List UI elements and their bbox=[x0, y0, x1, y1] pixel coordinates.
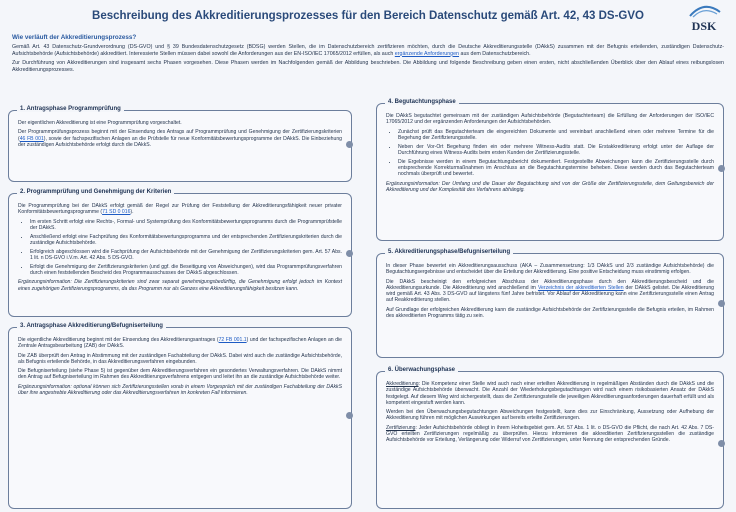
section-4: 4. Begutachtungsphase Die DAkkS begutachtet gemeinsam mit der zuständigen Aufsichtsbehörde (Begutachterteam) die Erfüllung der Anforderungen der ISO/IEC 17065/2012 und der ergänzenden Anforderungen der Aufsichtsbehörden. • Zunächst prüft das Begutachterteam die eingereichten Dokumente und vereinbart anschließend einen oder mehrere Termine für die Begehung der Zertifizierungsstelle. • Neben der Vor-Ort Begehung finden ein oder mehrere Witness-Audits statt. Die Erstakkreditierung erfolgt unter der Auflage der Durchführung eines Witness-Audits beim ersten Kunden der Zertifizierungsstelle. • Die Ergebnisse werden in einem Begutachtungsbericht dokumentiert. Festgestellte Abweichungen kann die Zertifizierungsstelle durch entsprechende Korrekturmaßnahmen im Anschluss an die Begutachtungstermine beheben. Diese werden durch das Begutachterteam nochmals überprüft und bewertet. Ergänzungsinformation: Der Umfang und die Dauer der Begutachtung sind von der Größe der Zertifizierungsstelle, dem Geltungsbereich der Akkreditierung und der Komplexität des Verfahrens abhängig. bbox=[376, 103, 724, 241]
dsk-logo bbox=[682, 2, 726, 36]
section-5: 5. Akkreditierungsphase/Befugniserteilung In dieser Phase bewertet ein Akkreditierungsausschuss (AKA – Zusammensetzung: 1/3 DAkkS und 2/3 zuständige Aufsichtsbehörde) die Begutachtungsergebnisse und entscheidet über die Erteilung der Akkreditierung. Eine positive Entscheidung muss einstimmig erfolgen. Die DAkkS bescheinigt den erfolgreichen Abschluss der Akkreditierungsphase durch den Akkreditierungsbescheid und die Akkreditierungsurkunde. Die Akkreditierung wird anschließend im Verzeichnis der akkreditierten Stellen der DAkkS gelistet. Die Akkreditierung wird gemäß Art. 43 Abs. 3 DS-GVO auf längstens fünf Jahre befristet. Vor Ablauf der Akkreditierung kann eine Zertifizierungsstelle einen Antrag auf Reakkreditierung stellen. Auf Grundlage der erfolgreichen Akkreditierung kann die zuständige Aufsichtsbehörde der Zertifizierungsstelle die Befugnis erteilen, im Rahmen des akkreditierten Programms tätig zu sein. bbox=[376, 253, 724, 358]
section-3: 3. Antragsphase Akkreditierung/Befugniserteilung Die eigentliche Akkreditierung beginnt mit der Einsendung des Akkreditierungsantrages (72 FB 001.1) und der fachspezifischen Anlagen an die Zentrale Antragsbearbeitung (ZAB) der DAkkS. Die ZAB überprüft den Antrag in Abstimmung mit der zuständigen Fachabteilung der DAkkS. Dabei wird auch die zuständige Aufsichtsbehörde, als Befugnis erteilende Behörde, in das Akkreditierungsverfahren eingebunden. Die Befugniserteilung (siehe Phase 5) ist gegenüber dem Akkreditierungsverfahren ein gesondertes Verwaltungsverfahren. Die DAkkS nimmt den Antrag auf Befugniserteilung im Rahmen des Akkreditierungsverfahrens entgegen und leitet ihn an die zuständige Aufsichtsbehörde weiter. Ergänzungsinformation: optional können sich Zertifizierungsstellen vorab in einem Vorgespräch mit der zuständigen Fachabteilung der DAkkS über ihre angestrebte Akkreditierung oder das Akkreditierungsverfahren im konkreten Fall informieren. bbox=[8, 327, 352, 509]
flow-dot bbox=[346, 250, 353, 257]
list-item: • Die Ergebnisse werden in einem Begutachtungsbericht dokumentiert. Festgestellte Abweichungen kann die Zertifizierungsstelle durch entsprechende Korrekturmaßnahmen im Anschluss an die Begutachtungstermine beheben. Diese werden durch das Begutachterteam nochmals überprüft und bewertet. bbox=[398, 159, 714, 178]
link-ergaenzende-anforderungen[interactable]: ergänzende Anforderungen bbox=[394, 50, 460, 57]
flow-dot bbox=[718, 300, 725, 307]
link-72-fb-001-1[interactable]: 72 FB 001.1 bbox=[218, 337, 247, 343]
link-46-fb-001[interactable]: 46 FB 001 bbox=[19, 135, 44, 142]
section-1: 1. Antragsphase Programmprüfung Der eigentlichen Akkreditierung ist eine Programmprüfung vorgeschaltet. Der Programmprüfungsprozess beginnt mit der Einsendung des Antrags auf Programmprüfung und Genehmigung der Zertifizierungskriterien (46 FB 001), sowie der fachspezifischen Anlagen an die Prüfstelle für neue Konformitätsbewertungsprogramme der DAkkS. Die Einbeziehung der zuständigen Aufsichtsbehörde erfolgt durch die DAkkS. bbox=[8, 110, 352, 182]
section-6: 6. Überwachungsphase Akkreditierung: Die Kompetenz einer Stelle wird auch nach einer erteilten Akkreditierung in regelmäßigen Abständen durch die DAkkS und die zuständige Aufsichtsbehörde überwacht. Die Anzahl der Wiederholungsbegutachtungen wird nach einem risikobasierten Ansatz der DAkkS festgelegt. Auf diesem Weg wird sichergestellt, dass die Zertifizierungsstelle die jeweiligen Akkreditierungsanforderungen dauerhaft erfüllt und als kompetent eingestuft werden kann. Werden bei den Überwachungsbegutachtungen Abweichungen festgestellt, kann dies zur Einschränkung, Aussetzung oder Aufhebung der Akkreditierung führen mit möglichen Auswirkungen auf bereits erteilte Zertifizierungen. Zertifizierung: Jeder Aufsichtsbehörde obliegt in ihrem Hoheitsgebiet gem. Art. 57 Abs. 1 lit. o DS-GVO die Pflicht, die nach Art. 42 Abs. 7 DS-GVO erteilten Zertifizierungen regelmäßig zu überprüfen. Hierzu informieren die akkreditierten Zertifizierungsstellen die zuständige Aufsichtsbehörde vor Erteilung, Verlängerung oder Widerruf von Zertifizierungen, unter Nennung der entsprechenden Gründe. bbox=[376, 371, 724, 509]
flow-dot bbox=[718, 165, 725, 172]
list-item: • Im ersten Schritt erfolgt eine Rechts-, Formal- und Systemprüfung des Konformitätsbewertungsprogramms durch die Programmprüfstelle der DAkkS. bbox=[30, 219, 342, 232]
link-71-sd-0-016[interactable]: 71 SD 0 016 bbox=[102, 209, 131, 216]
intro-question: Wie verläuft der Akkreditierungsprozess? bbox=[12, 34, 137, 41]
list-item: • Neben der Vor-Ort Begehung finden ein oder mehrere Witness-Audits statt. Die Erstakkreditierung erfolgt unter der Auflage der Durchführung eines Witness-Audits beim ersten Kunden der Zertifizierungsstelle. bbox=[398, 144, 714, 157]
page-title: Beschreibung des Akkreditierungsprozesses für den Bereich Datenschutz gemäß Art. 42, 43 DS-GVO bbox=[92, 10, 644, 22]
intro-text: Gemäß Art. 43 Datenschutz-Grundverordnung (DS-GVO) und § 39 Bundesdatenschutzgesetz (BDSG) werden Stellen, die im Datenschutzbereich zertifizieren möchten, durch die Deutsche Akkreditierungsstelle (DAkkS) zusammen mit der Befugnis erteilenden, zuständigen Datenschutz-Aufsichtsbehörde (Aufsichtsbehörde) akkreditiert. Interessierte Stellen müssen dabei sowohl die Anforderungen aus der EN-ISO/IEC 17065/2012 erfüllen, als auch ergänzende Anforderungen aus dem Datenschutzbereich. Zur Durchführung von Akkreditierungen sind insgesamt sechs Phasen vorgesehen. Diese Phasen werden im Nachfolgenden gemäß der Abbildung beschrieben. Die Abbildung und folgende Beschreibung geben einen ersten, nicht abschließenden Überblick über den Ablauf eines reibungslosen Akkreditierungsprozesses. bbox=[12, 44, 724, 73]
section-6-heading: 6. Überwachungsphase bbox=[385, 367, 458, 373]
flow-dot bbox=[346, 412, 353, 419]
list-item: • Anschließend erfolgt eine Fachprüfung des Konformitätsbewertungsprogramms und der entsprechenden Zertifizierungskriterien durch die zuständige Aufsichtsbehörde. bbox=[30, 234, 342, 247]
list-item: • Zunächst prüft das Begutachterteam die eingereichten Dokumente und vereinbart anschließend einen oder mehrere Termine für die Begehung der Zertifizierungsstelle. bbox=[398, 129, 714, 142]
section-5-heading: 5. Akkreditierungsphase/Befugniserteilung bbox=[385, 249, 513, 255]
section-1-heading: 1. Antragsphase Programmprüfung bbox=[17, 106, 124, 112]
section-3-heading: 3. Antragsphase Akkreditierung/Befugniserteilung bbox=[17, 323, 166, 329]
section-2-heading: 2. Programmprüfung und Genehmigung der Kriterien bbox=[17, 189, 174, 195]
flow-dot bbox=[346, 141, 353, 148]
list-item: • Erfolgt die Genehmigung der Zertifizierungskriterien (und ggf. die Beseitigung von Abweichungen), wird das Programmprüfungsverfahren durch einen feststellenden Bescheid des Programmausschusses der DAkkS abgeschlossen. bbox=[30, 264, 342, 277]
link-verzeichnis-akkreditierte-stellen[interactable]: Verzeichnis der akkreditierten Stellen bbox=[537, 284, 624, 291]
svg-text:DSK: DSK bbox=[691, 19, 717, 33]
section-2: 2. Programmprüfung und Genehmigung der Kriterien Die Programmprüfung bei der DAkkS erfolgt gemäß der Regel zur Prüfung der Feststellung der Akkreditierungsfähigkeit neuer privater Konformitätsbewertungsprogramme (71 SD 0 016). • Im ersten Schritt erfolgt eine Rechts-, Formal- und Systemprüfung des Konformitätsbewertungsprogramms durch die Programmprüfstelle der DAkkS. • Anschließend erfolgt eine Fachprüfung des Konformitätsbewertungsprogramms und der entsprechenden Zertifizierungskriterien durch die zuständige Aufsichtsbehörde. • Erfolgreich abgeschlossen wird die Fachprüfung der Aufsichtsbehörde mit der Genehmigung der Zertifizierungskriterien gem. Art. 57 Abs. 1 lit. n DS-GVO i.V.m. Art. 42 Abs. 5 DS-GVO. • Erfolgt die Genehmigung der Zertifizierungskriterien (und ggf. die Beseitigung von Abweichungen), wird das Programmprüfungsverfahren durch einen feststellenden Bescheid des Programmausschusses der DAkkS abgeschlossen. Ergänzungsinformation: Die Zertifizierungskriterien sind zwar separat genehmigungsbedürftig, die Genehmigung erfolgt jedoch im Kontext eines zugehörigen Zertifizierungsprogramms, da das Programm nur als Ganzes eine Akkreditierungsfähigkeit besitzen kann. bbox=[8, 193, 352, 317]
list-item: • Erfolgreich abgeschlossen wird die Fachprüfung der Aufsichtsbehörde mit der Genehmigung der Zertifizierungskriterien gem. Art. 57 Abs. 1 lit. n DS-GVO i.V.m. Art. 42 Abs. 5 DS-GVO. bbox=[30, 249, 342, 262]
flow-dot bbox=[718, 440, 725, 447]
section-4-heading: 4. Begutachtungsphase bbox=[385, 99, 459, 105]
